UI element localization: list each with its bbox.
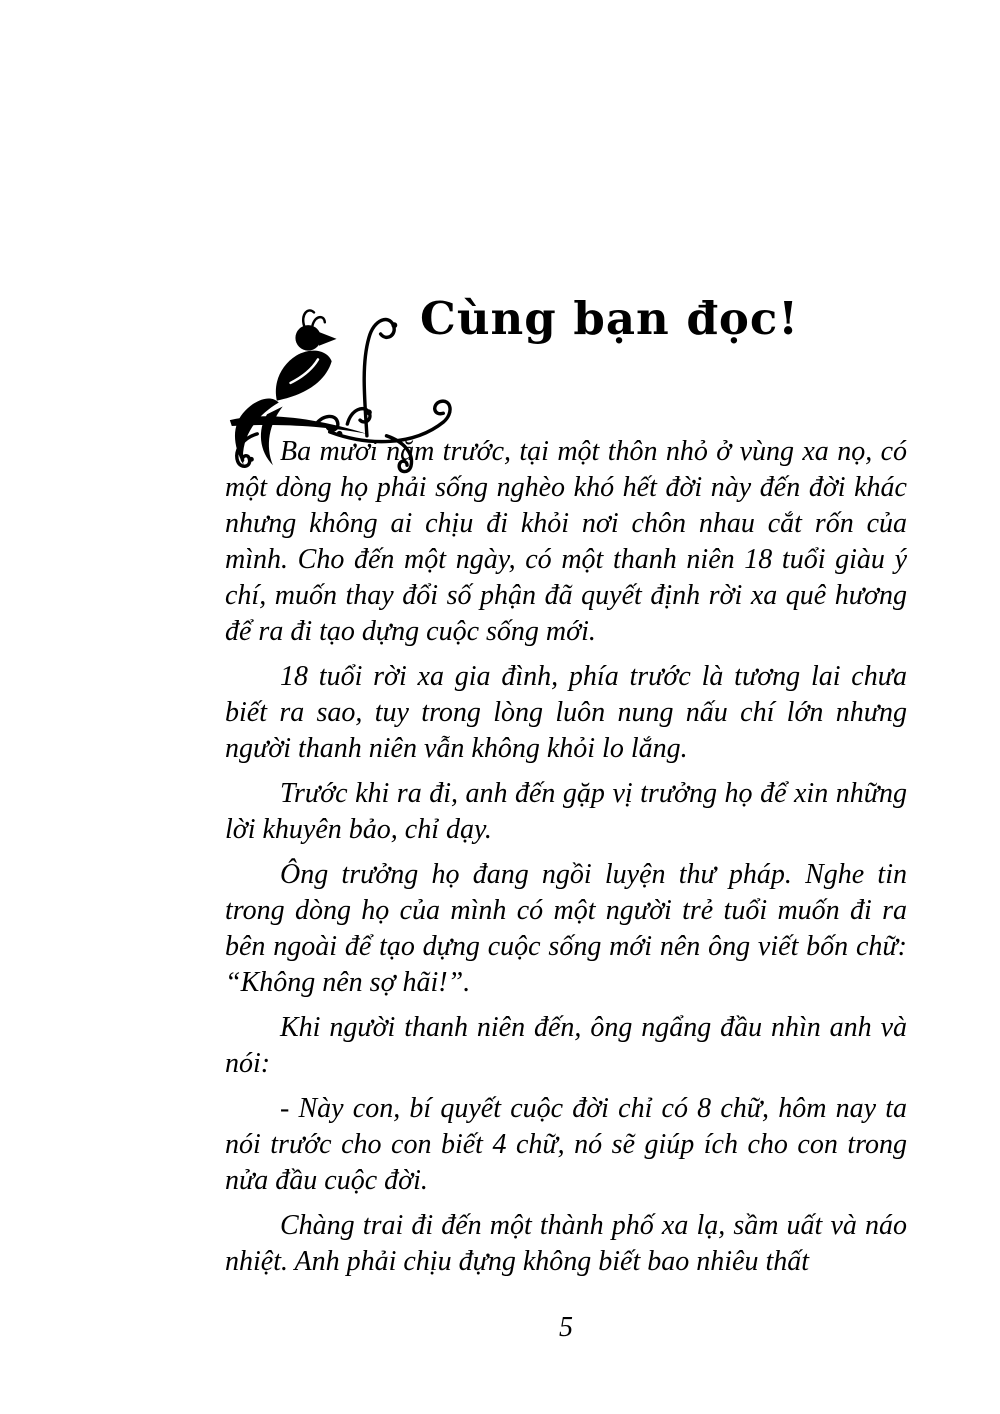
page-number: 5 [559,1312,573,1343]
body-text [225,434,907,1289]
paragraph-3: Trước khi ra đi, anh đến gặp vị trưởng họ để xin những lời khuyên bảo, chỉ dạy. [225,778,907,845]
paragraph-7: Chàng trai đi đến một thành phố xa lạ, sầm uất và náo nhiệt. Anh phải chịu đựng không biết bao nhiêu thất [225,1210,907,1277]
paragraph-6: - Này con, bí quyết cuộc đời chỉ có 8 chữ, hôm nay ta nói trước cho con biết 4 chữ, nó sẽ giúp ích cho con trong nửa đầu cuộc đời. [225,1093,907,1196]
paragraph-1: Ba mươi năm trước, tại một thôn nhỏ ở vùng xa nọ, có một dòng họ phải sống nghèo khó hết đời này đến đời khác nhưng không ai chịu đi khỏi nơi chôn nhau cắt rốn của mình. Cho đến một ngày, có một thanh niên 18 tuổi giàu ý chí, muốn thay đổi số phận đã quyết định rời xa quê hương để ra đi tạo dựng cuộc sống mới. [225,436,907,647]
paragraph-2: 18 tuổi rời xa gia đình, phía trước là tương lai chưa biết ra sao, tuy trong lòng luôn nung nấu chí lớn nhưng người thanh niên vẫn không khỏi lo lắng. [225,661,907,764]
page-title: Cùng bạn đọc! [420,292,800,345]
paragraph-4: Ông trưởng họ đang ngồi luyện thư pháp. Nghe tin trong dòng họ của mình có một người trẻ tuổi muốn đi ra bên ngoài để tạo dựng cuộc sống mới nên ông viết bốn chữ: “Không nên sợ hãi!”. [225,859,907,998]
paragraph-5: Khi người thanh niên đến, ông ngẩng đầu nhìn anh và nói: [225,1012,907,1079]
